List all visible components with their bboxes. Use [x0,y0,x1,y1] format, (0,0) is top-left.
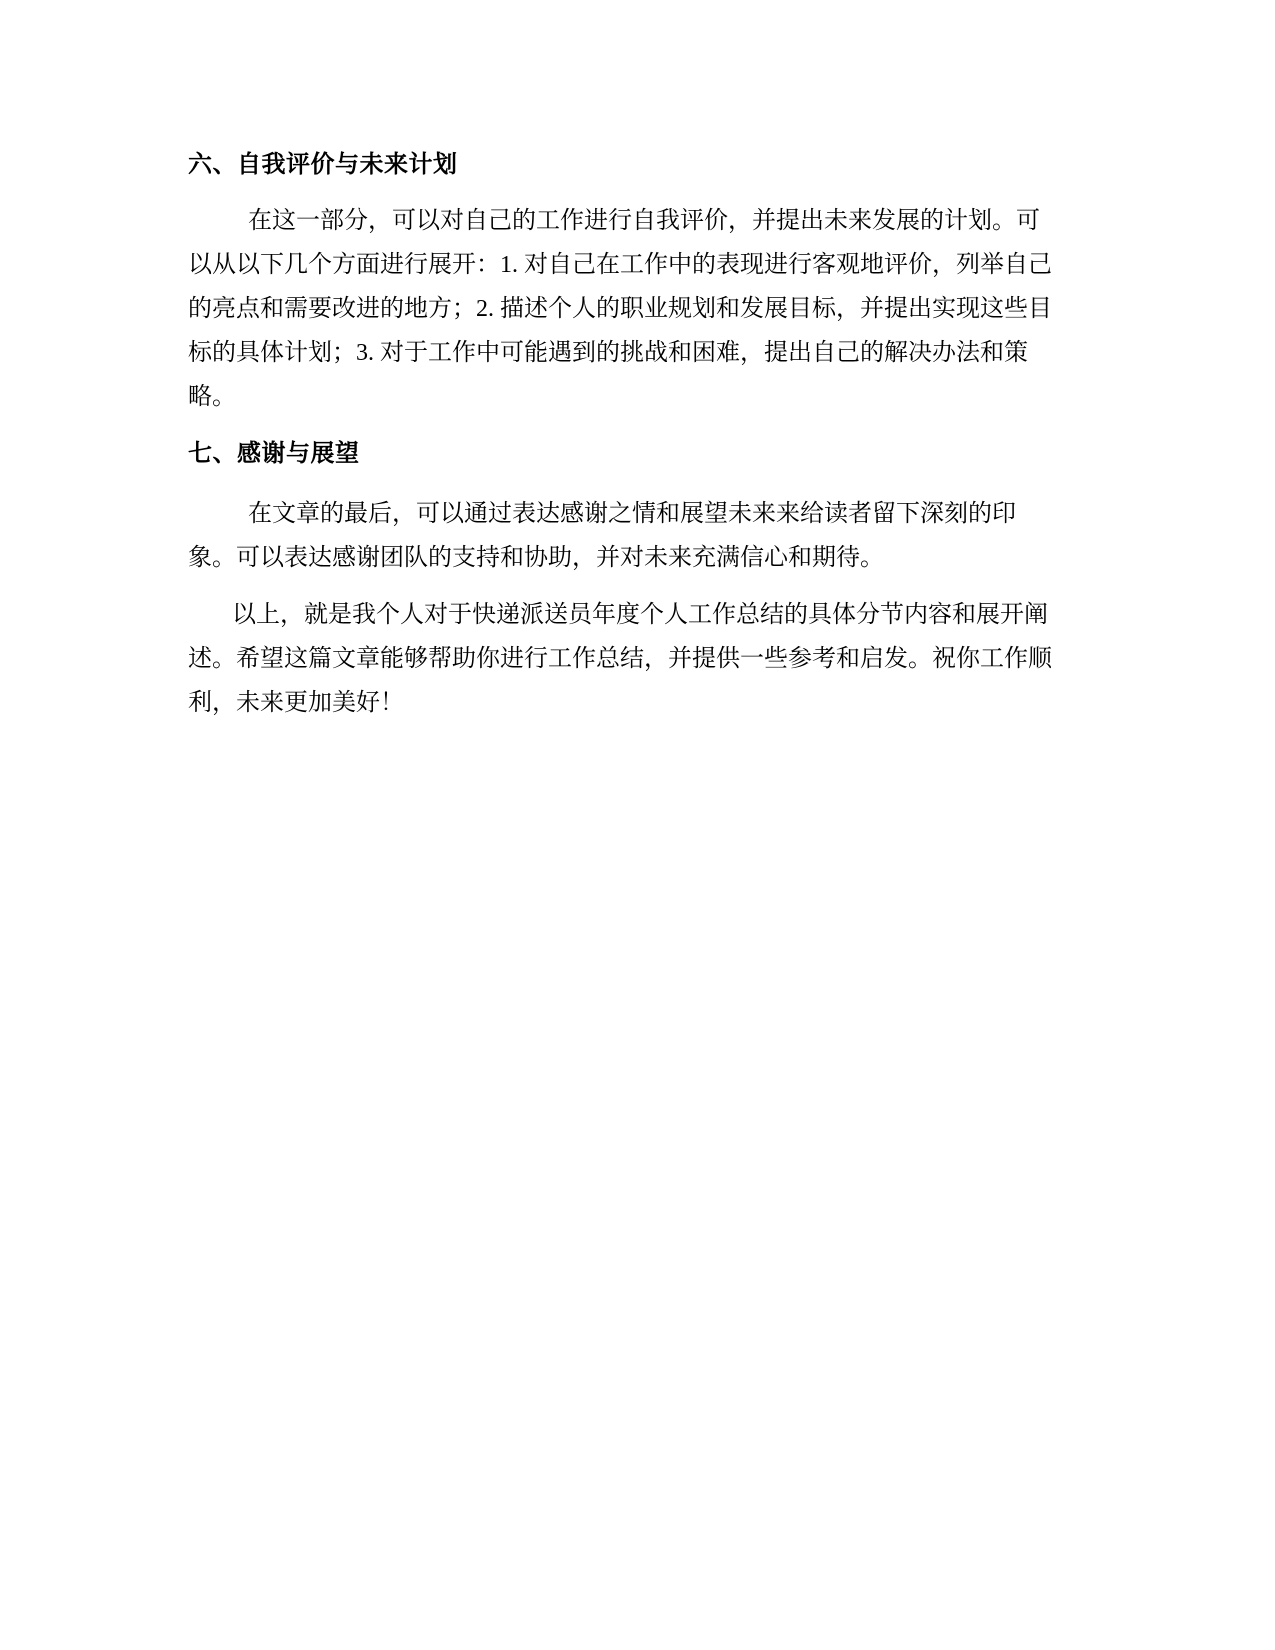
paragraph-line: 利，未来更加美好！ [188,690,404,716]
paragraph-line: 以从以下几个方面进行展开：1. 对自己在工作中的表现进行客观地评价，列举自己 [188,252,1052,278]
section-heading-thanks-outlook: 七、感谢与展望 [188,439,360,467]
section-paragraph-self-evaluation [188,199,1088,419]
closing-paragraph [188,593,1088,725]
paragraph-line: 在文章的最后，可以通过表达感谢之情和展望未来来给读者留下深刻的印 [248,501,1016,527]
section-heading-self-evaluation: 六、自我评价与未来计划 [188,150,458,178]
paragraph-line: 的亮点和需要改进的地方；2. 描述个人的职业规划和发展目标，并提出实现这些目 [188,296,1052,322]
paragraph-line: 在这一部分，可以对自己的工作进行自我评价，并提出未来发展的计划。可 [248,208,1040,234]
paragraph-line: 略。 [188,384,236,410]
section-paragraph-thanks-outlook [188,492,1088,580]
paragraph-line: 标的具体计划；3. 对于工作中可能遇到的挑战和困难，提出自己的解决办法和策 [188,340,1028,366]
paragraph-line: 述。希望这篇文章能够帮助你进行工作总结，并提供一些参考和启发。祝你工作顺 [188,646,1052,672]
paragraph-line: 象。可以表达感谢团队的支持和协助，并对未来充满信心和期待。 [188,545,884,571]
paragraph-line: 以上，就是我个人对于快递派送员年度个人工作总结的具体分节内容和展开阐 [232,602,1048,628]
